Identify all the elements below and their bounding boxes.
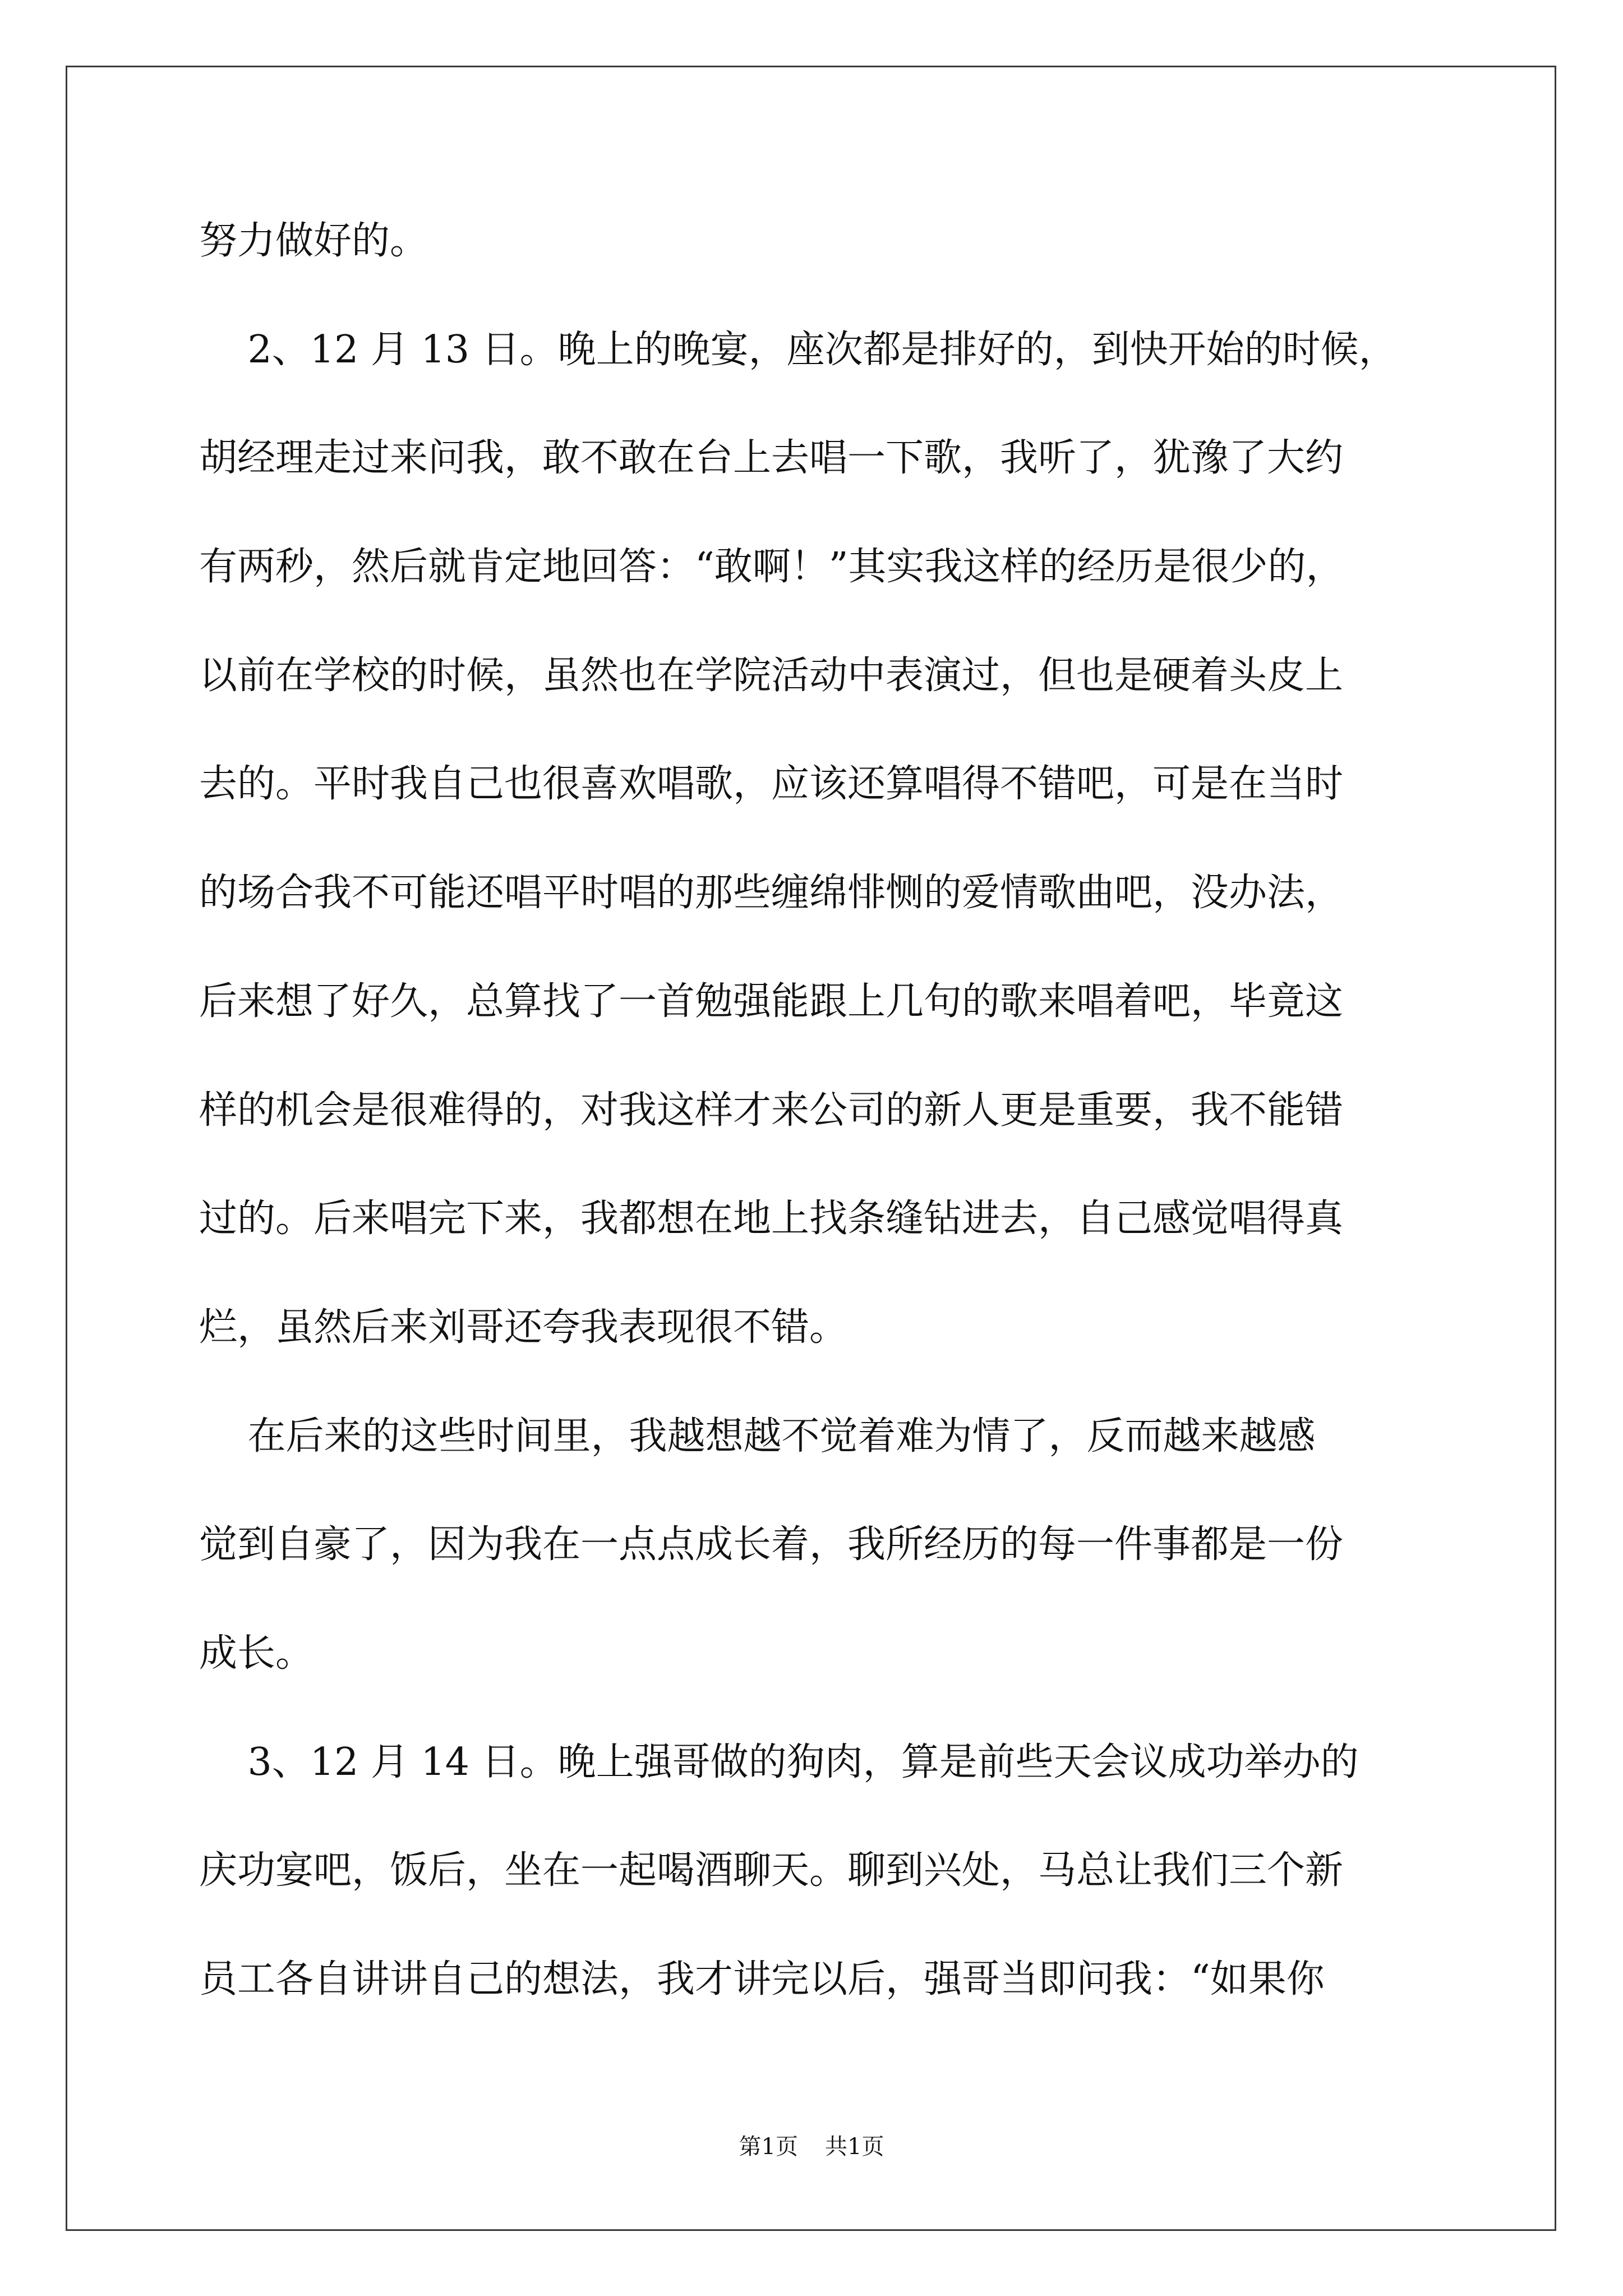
text-line: 2、12 月 13 日。晚上的晚宴，座次都是排好的，到快开始的时候， bbox=[199, 328, 1397, 372]
text-line: 有两秒，然后就肯定地回答：“敢啊！”其实我这样的经历是很少的， bbox=[199, 545, 1344, 589]
page-footer bbox=[0, 2129, 1623, 2161]
text-line: 烂，虽然后来刘哥还夸我表现很不错。 bbox=[199, 1305, 848, 1350]
text-line: 去的。平时我自己也很喜欢唱歌，应该还算唱得不错吧，可是在当时 bbox=[199, 762, 1344, 806]
page-total: 共1页 bbox=[825, 2134, 884, 2160]
text-line: 员工各自讲讲自己的想法，我才讲完以后，强哥当即问我：“如果你 bbox=[199, 1957, 1325, 2001]
text-line: 过的。后来唱完下来，我都想在地上找条缝钻进去，自己感觉唱得真 bbox=[199, 1197, 1344, 1241]
text-line: 的场合我不可能还唱平时唱的那些缠绵悱恻的爱情歌曲吧，没办法， bbox=[199, 871, 1344, 915]
page-border bbox=[66, 66, 1556, 2231]
text-line: 努力做好的。 bbox=[199, 219, 428, 263]
text-line: 胡经理走过来问我，敢不敢在台上去唱一下歌，我听了，犹豫了大约 bbox=[199, 436, 1344, 480]
text-line: 成长。 bbox=[199, 1631, 314, 1676]
text-line: 觉到自豪了，因为我在一点点成长着，我所经历的每一件事都是一份 bbox=[199, 1522, 1344, 1567]
text-line: 以前在学校的时候，虽然也在学院活动中表演过，但也是硬着头皮上 bbox=[199, 654, 1344, 698]
text-line: 样的机会是很难得的，对我这样才来公司的新人更是重要，我不能错 bbox=[199, 1088, 1344, 1133]
text-line: 后来想了好久，总算找了一首勉强能跟上几句的歌来唱着吧，毕竟这 bbox=[199, 979, 1344, 1024]
text-line: 3、12 月 14 日。晚上强哥做的狗肉，算是前些天会议成功举办的 bbox=[199, 1740, 1359, 1784]
text-line: 在后来的这些时间里，我越想越不觉着难为情了，反而越来越感 bbox=[199, 1414, 1316, 1458]
text-line: 庆功宴吧，饭后，坐在一起喝酒聊天。聊到兴处，马总让我们三个新 bbox=[199, 1848, 1344, 1893]
page-number: 第1页 bbox=[739, 2134, 798, 2160]
